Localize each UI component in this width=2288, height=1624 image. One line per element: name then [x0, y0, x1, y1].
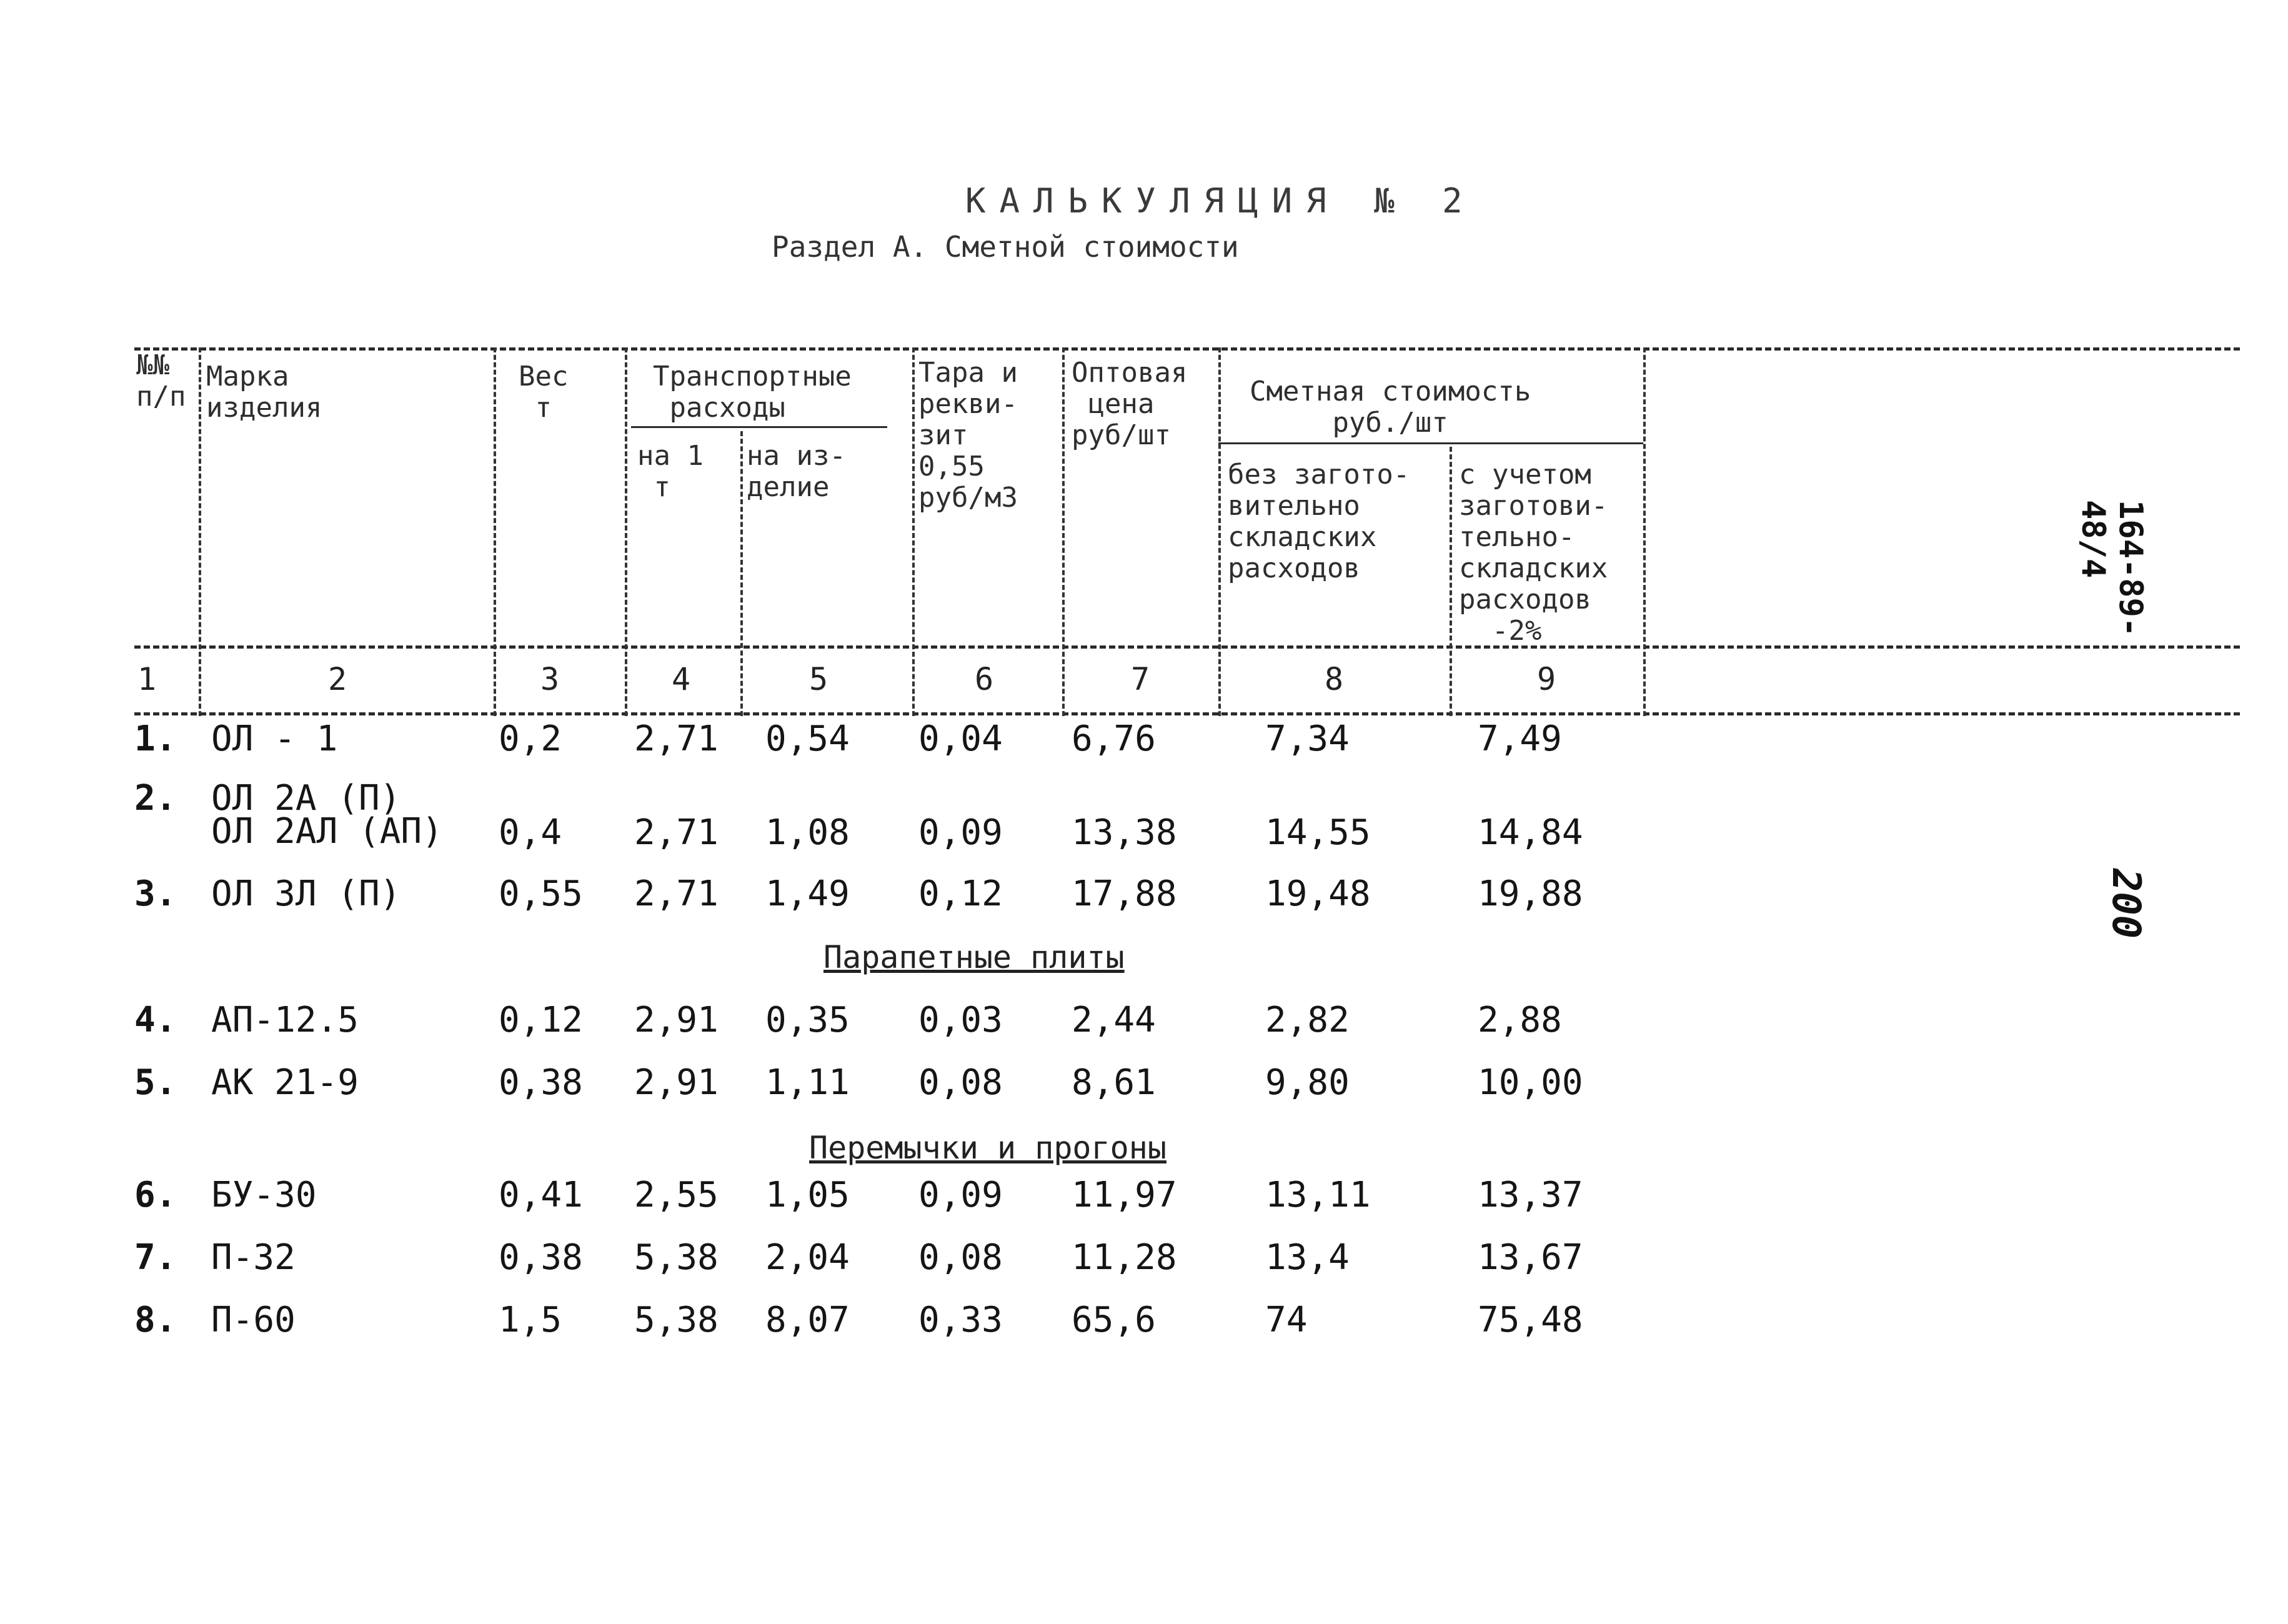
product-mark: П-60	[211, 1300, 296, 1340]
packaging: 0,03	[918, 1000, 1003, 1040]
col-sep-3	[625, 347, 627, 716]
packaging: 0,08	[918, 1237, 1003, 1278]
col-number-2: 2	[327, 661, 347, 697]
packaging: 0,12	[918, 874, 1003, 914]
row-number: 8.	[134, 1300, 177, 1340]
cost-without-storage: 19,48	[1265, 874, 1371, 914]
transport-per-item: 1,11	[765, 1062, 850, 1103]
product-mark: АП-12.5	[211, 1000, 359, 1040]
document-subtitle: Раздел А. Сметной стоимости	[772, 230, 1239, 264]
wholesale-price: 17,88	[1072, 874, 1177, 914]
header-wholesale-price: Оптовая цена руб/шт	[1072, 357, 1188, 451]
col-number-1: 1	[137, 661, 157, 697]
transport-per-item: 8,07	[765, 1300, 850, 1340]
transport-per-ton: 2,71	[634, 719, 719, 759]
column-number-rule	[134, 712, 2240, 715]
col-number-3: 3	[540, 661, 560, 697]
row-number: 6.	[134, 1175, 177, 1215]
transport-per-ton: 2,71	[634, 812, 719, 853]
wholesale-price: 6,76	[1072, 719, 1156, 759]
header-row-number: №№ п/п	[136, 349, 186, 412]
row-number: 7.	[134, 1237, 177, 1278]
wholesale-price: 11,28	[1072, 1237, 1177, 1278]
transport-per-item: 1,08	[765, 812, 850, 853]
cost-with-storage: 2,88	[1478, 1000, 1562, 1040]
section-heading-parapet: Парапетные плиты	[823, 939, 1125, 975]
cost-without-storage: 74	[1265, 1300, 1308, 1340]
row-number: 2.	[134, 778, 177, 819]
header-transport-costs: Транспортные расходы	[653, 361, 852, 424]
margin-page-number: 200	[2104, 869, 2149, 939]
packaging: 0,04	[918, 719, 1003, 759]
header-bottom-rule	[134, 645, 2240, 649]
packaging: 0,08	[918, 1062, 1003, 1103]
transport-per-ton: 2,71	[634, 874, 719, 914]
row-number: 5.	[134, 1062, 177, 1103]
cost-sub-rule	[1218, 442, 1643, 444]
product-mark: П-32	[211, 1237, 296, 1278]
product-mark: ОЛ 3Л (П)	[211, 874, 401, 914]
col-number-6: 6	[974, 661, 994, 697]
cost-with-storage: 7,49	[1478, 719, 1562, 759]
weight: 0,38	[499, 1237, 583, 1278]
cost-with-storage: 19,88	[1478, 874, 1583, 914]
packaging: 0,09	[918, 812, 1003, 853]
col-sep-6	[1062, 347, 1065, 716]
transport-per-ton: 2,55	[634, 1175, 719, 1215]
header-transport-per-ton: на 1 т	[637, 440, 704, 503]
cost-with-storage: 13,37	[1478, 1175, 1583, 1215]
cost-without-storage: 9,80	[1265, 1062, 1350, 1103]
col-sep-1	[199, 347, 201, 716]
transport-sub-rule	[631, 426, 887, 428]
weight: 1,5	[499, 1300, 562, 1340]
cost-with-storage: 10,00	[1478, 1062, 1583, 1103]
header-estimated-cost: Сметная стоимость руб./шт	[1250, 376, 1531, 439]
transport-per-ton: 5,38	[634, 1237, 719, 1278]
weight: 0,38	[499, 1062, 583, 1103]
row-number: 4.	[134, 1000, 177, 1040]
col-number-7: 7	[1130, 661, 1150, 697]
weight: 0,2	[499, 719, 562, 759]
section-heading-lintels: Перемычки и прогоны	[809, 1130, 1166, 1166]
cost-without-storage: 2,82	[1265, 1000, 1350, 1040]
col-number-4: 4	[671, 661, 691, 697]
transport-per-ton: 5,38	[634, 1300, 719, 1340]
transport-per-item: 0,54	[765, 719, 850, 759]
header-packaging: Тара и рекви- зит 0,55 руб/м3	[918, 357, 1018, 514]
document-title: КАЛЬКУЛЯЦИЯ № 2	[965, 181, 1476, 221]
product-mark-alt: ОЛ 2АЛ (АП)	[211, 811, 443, 852]
cost-with-storage: 75,48	[1478, 1300, 1583, 1340]
cost-without-storage: 7,34	[1265, 719, 1350, 759]
transport-per-item: 0,35	[765, 1000, 850, 1040]
table-top-rule	[134, 347, 2240, 351]
cost-without-storage: 13,4	[1265, 1237, 1350, 1278]
packaging: 0,33	[918, 1300, 1003, 1340]
col-sep-2	[494, 347, 496, 716]
cost-without-storage: 13,11	[1265, 1175, 1371, 1215]
wholesale-price: 11,97	[1072, 1175, 1177, 1215]
transport-per-ton: 2,91	[634, 1000, 719, 1040]
product-mark: БУ-30	[211, 1175, 317, 1215]
weight: 0,12	[499, 1000, 583, 1040]
transport-per-item: 1,49	[765, 874, 850, 914]
header-cost-with-storage: с учетом заготови- тельно- складских расходов -2%	[1459, 459, 1608, 647]
col-sep-5	[912, 347, 915, 716]
col-number-5: 5	[808, 661, 828, 697]
header-weight: Вес т	[519, 361, 569, 424]
col-number-9: 9	[1536, 661, 1556, 697]
row-number: 1.	[134, 719, 177, 759]
wholesale-price: 13,38	[1072, 812, 1177, 853]
header-transport-per-item: на из- делие	[747, 440, 846, 503]
margin-document-code: 164-89-48/4	[2074, 500, 2149, 637]
wholesale-price: 65,6	[1072, 1300, 1156, 1340]
weight: 0,55	[499, 874, 583, 914]
wholesale-price: 8,61	[1072, 1062, 1156, 1103]
transport-per-item: 1,05	[765, 1175, 850, 1215]
transport-per-item: 2,04	[765, 1237, 850, 1278]
cost-without-storage: 14,55	[1265, 812, 1371, 853]
weight: 0,4	[499, 812, 562, 853]
transport-per-ton: 2,91	[634, 1062, 719, 1103]
col-sep-7	[1218, 347, 1221, 716]
product-mark: ОЛ - 1	[211, 719, 338, 759]
packaging: 0,09	[918, 1175, 1003, 1215]
row-number: 3.	[134, 874, 177, 914]
cost-with-storage: 14,84	[1478, 812, 1583, 853]
col-sep-8	[1450, 447, 1452, 716]
weight: 0,41	[499, 1175, 583, 1215]
cost-with-storage: 13,67	[1478, 1237, 1583, 1278]
header-cost-without-storage: без загото- вительно складских расходов	[1228, 459, 1410, 584]
header-product-mark: Марка изделия	[206, 361, 322, 424]
col-number-8: 8	[1324, 661, 1344, 697]
product-mark: АК 21-9	[211, 1062, 359, 1103]
col-sep-4	[740, 431, 743, 716]
col-sep-9	[1643, 347, 1646, 716]
product-mark: ОЛ 2А (П)	[211, 778, 401, 819]
wholesale-price: 2,44	[1072, 1000, 1156, 1040]
